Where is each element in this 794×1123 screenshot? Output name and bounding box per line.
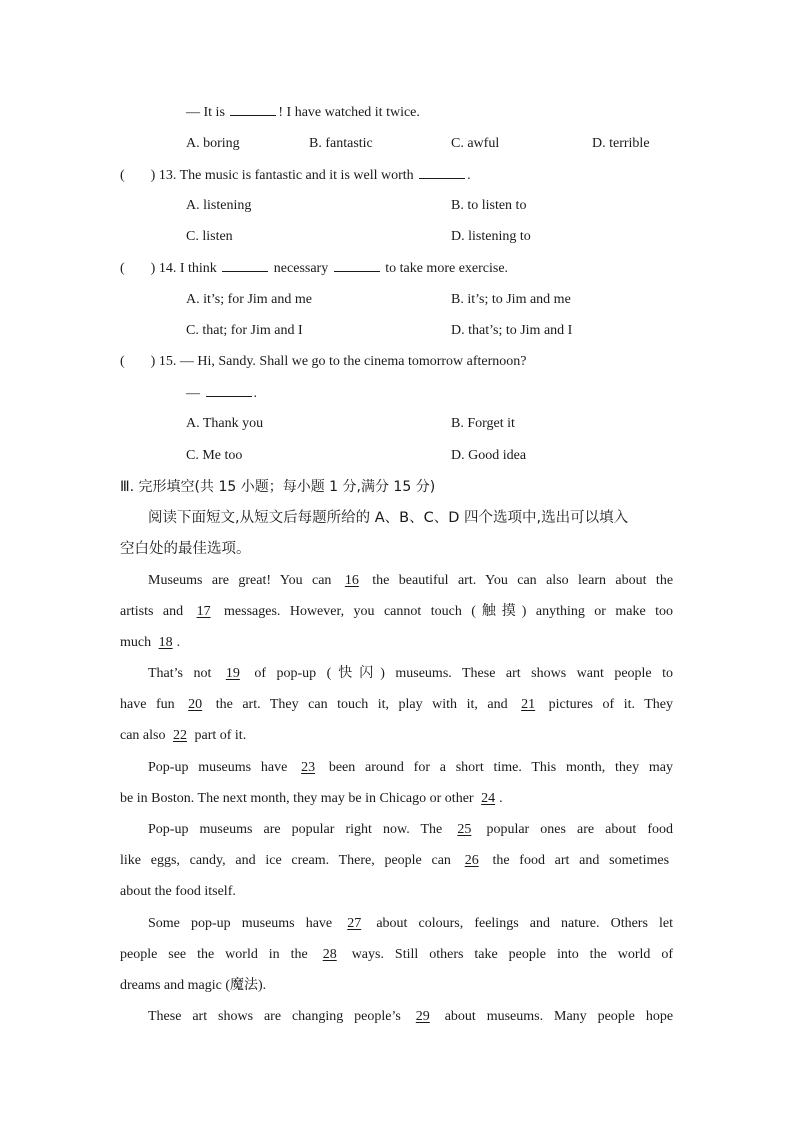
q15-blank[interactable] bbox=[206, 384, 252, 397]
q15-option-c[interactable]: C. Me too bbox=[186, 448, 243, 463]
q12-reply-prefix: — It is bbox=[186, 105, 225, 120]
passage-p1-line-2 bbox=[120, 603, 673, 621]
passage-text: part of it. bbox=[194, 728, 247, 743]
q13-blank[interactable] bbox=[419, 166, 465, 179]
passage-text: like eggs, candy, and ice cream. There, people can bbox=[120, 853, 451, 868]
q13-option-a[interactable]: A. listening bbox=[186, 198, 252, 213]
blank-24[interactable]: 24 bbox=[481, 791, 496, 806]
passage-text: Pop-up museums are popular right now. The bbox=[148, 822, 443, 837]
q15-stem bbox=[120, 353, 527, 371]
q13-option-d[interactable]: D. listening to bbox=[451, 229, 531, 244]
passage-p5-line-1 bbox=[148, 915, 673, 933]
q13-option-b[interactable]: B. to listen to bbox=[451, 198, 527, 213]
blank-18[interactable]: 18 bbox=[158, 635, 173, 650]
passage-text: Some pop-up museums have bbox=[148, 916, 333, 931]
passage-text: the food art and sometimes bbox=[492, 853, 670, 868]
blank-27[interactable]: 27 bbox=[347, 916, 362, 931]
q15-reply-suffix: . bbox=[253, 386, 257, 401]
passage-p5-line-2 bbox=[120, 946, 673, 964]
passage-text: been around for a short time. This month, they may bbox=[328, 760, 674, 775]
passage-text: . bbox=[176, 635, 181, 650]
blank-22[interactable]: 22 bbox=[172, 728, 187, 743]
q14-answer-box[interactable] bbox=[127, 260, 149, 272]
passage-p2-line-3 bbox=[120, 727, 246, 745]
q12-blank[interactable] bbox=[230, 103, 276, 116]
q14-blank-2[interactable] bbox=[334, 259, 380, 272]
q14-stem-a: 14. I think bbox=[158, 261, 217, 276]
q13-stem-prefix: 13. The music is fantastic and it is well worth bbox=[158, 168, 414, 183]
passage-text: popular ones are about food bbox=[486, 822, 674, 837]
passage-text: the beautiful art. You can also learn about the bbox=[372, 573, 674, 588]
passage-p1-line-3 bbox=[120, 634, 180, 652]
passage-text: That’s not bbox=[148, 666, 212, 681]
blank-23[interactable]: 23 bbox=[301, 760, 316, 775]
q15-paren-close: ) bbox=[150, 354, 156, 369]
passage-p2-line-2 bbox=[120, 696, 673, 714]
q12-reply-suffix: ! I have watched it twice. bbox=[278, 105, 420, 120]
passage-text: of pop-up (快闪) museums. These art shows want people to bbox=[254, 666, 674, 681]
q13-stem bbox=[120, 166, 471, 185]
passage-text: have fun bbox=[120, 697, 175, 712]
passage-p4-line-1 bbox=[148, 821, 673, 839]
blank-26[interactable]: 26 bbox=[464, 853, 479, 868]
q15-reply-prefix: — bbox=[186, 386, 200, 401]
passage-p4-line-2 bbox=[120, 852, 669, 870]
passage-text: pictures of it. They bbox=[548, 697, 674, 712]
q14-paren-close: ) bbox=[150, 261, 156, 276]
q15-option-d[interactable]: D. Good idea bbox=[451, 448, 527, 463]
q14-option-c[interactable]: C. that; for Jim and I bbox=[186, 323, 303, 338]
passage-text: These art shows are changing people’s bbox=[148, 1009, 401, 1024]
passage-p5-line-3: dreams and magic (魔法). bbox=[120, 978, 267, 993]
passage-text: much bbox=[120, 635, 152, 650]
blank-29[interactable]: 29 bbox=[415, 1009, 430, 1024]
q15-option-a[interactable]: A. Thank you bbox=[186, 416, 264, 431]
passage-text: Museums are great! You can bbox=[148, 573, 332, 588]
q14-paren-open: ( bbox=[120, 261, 125, 276]
q14-option-a[interactable]: A. it’s; for Jim and me bbox=[186, 292, 312, 307]
passage-text: Pop-up museums have bbox=[148, 760, 288, 775]
q14-stem bbox=[120, 259, 508, 278]
blank-19[interactable]: 19 bbox=[225, 666, 240, 681]
q15-reply bbox=[186, 384, 257, 403]
q13-stem-suffix: . bbox=[467, 168, 471, 183]
q14-option-b[interactable]: B. it’s; to Jim and me bbox=[451, 292, 571, 307]
blank-25[interactable]: 25 bbox=[457, 822, 472, 837]
q14-blank-1[interactable] bbox=[222, 259, 268, 272]
passage-text: be in Boston. The next month, they may be in Chicago or other bbox=[120, 791, 474, 806]
blank-17[interactable]: 17 bbox=[196, 604, 211, 619]
blank-28[interactable]: 28 bbox=[322, 947, 337, 962]
q15-option-b[interactable]: B. Forget it bbox=[451, 416, 515, 431]
passage-text: the art. They can touch it, play with it, and bbox=[215, 697, 508, 712]
q12-option-a[interactable]: A. boring bbox=[186, 136, 240, 151]
q14-option-d[interactable]: D. that’s; to Jim and I bbox=[451, 323, 573, 338]
blank-21[interactable]: 21 bbox=[521, 697, 536, 712]
passage-text: can also bbox=[120, 728, 166, 743]
q14-stem-b: necessary bbox=[273, 261, 329, 276]
passage-p6-line-1 bbox=[148, 1008, 673, 1026]
passage-text: about museums. Many people hope bbox=[444, 1009, 674, 1024]
passage-text: people see the world in the bbox=[120, 947, 308, 962]
passage-text: about colours, feelings and nature. Others let bbox=[376, 916, 674, 931]
q14-stem-c: to take more exercise. bbox=[385, 261, 509, 276]
blank-20[interactable]: 20 bbox=[188, 697, 203, 712]
q15-stem-text: 15. — Hi, Sandy. Shall we go to the cinema tomorrow afternoon? bbox=[158, 354, 527, 369]
section-3-instruction-line-2: 空白处的最佳选项。 bbox=[120, 541, 251, 557]
q12-option-b[interactable]: B. fantastic bbox=[309, 136, 373, 151]
q13-option-c[interactable]: C. listen bbox=[186, 229, 233, 244]
passage-p3-line-1 bbox=[148, 759, 673, 777]
q13-answer-box[interactable] bbox=[127, 167, 149, 179]
q12-option-d[interactable]: D. terrible bbox=[592, 136, 650, 151]
q12-reply bbox=[186, 103, 420, 122]
q15-paren-open: ( bbox=[120, 354, 125, 369]
passage-p4-line-3: about the food itself. bbox=[120, 884, 236, 899]
section-3-heading: Ⅲ. 完形填空(共 15 小题；每小题 1 分,满分 15 分) bbox=[120, 479, 436, 495]
q13-paren-open: ( bbox=[120, 168, 125, 183]
section-3-instruction-line-1: 阅读下面短文,从短文后每题所给的 A、B、C、D 四个选项中,选出可以填入 bbox=[148, 510, 629, 526]
q15-answer-box[interactable] bbox=[127, 353, 149, 365]
passage-text: artists and bbox=[120, 604, 184, 619]
passage-p1-line-1 bbox=[148, 572, 673, 590]
blank-16[interactable]: 16 bbox=[344, 573, 359, 588]
passage-p3-line-2 bbox=[120, 790, 503, 808]
passage-text: . bbox=[499, 791, 503, 806]
passage-text: ways. Still others take people into the world of bbox=[351, 947, 674, 962]
passage-p2-line-1 bbox=[148, 665, 673, 683]
passage-text: messages. However, you cannot touch (触摸) anything or make too bbox=[224, 604, 674, 619]
q13-paren-close: ) bbox=[150, 168, 156, 183]
q12-option-c[interactable]: C. awful bbox=[451, 136, 500, 151]
